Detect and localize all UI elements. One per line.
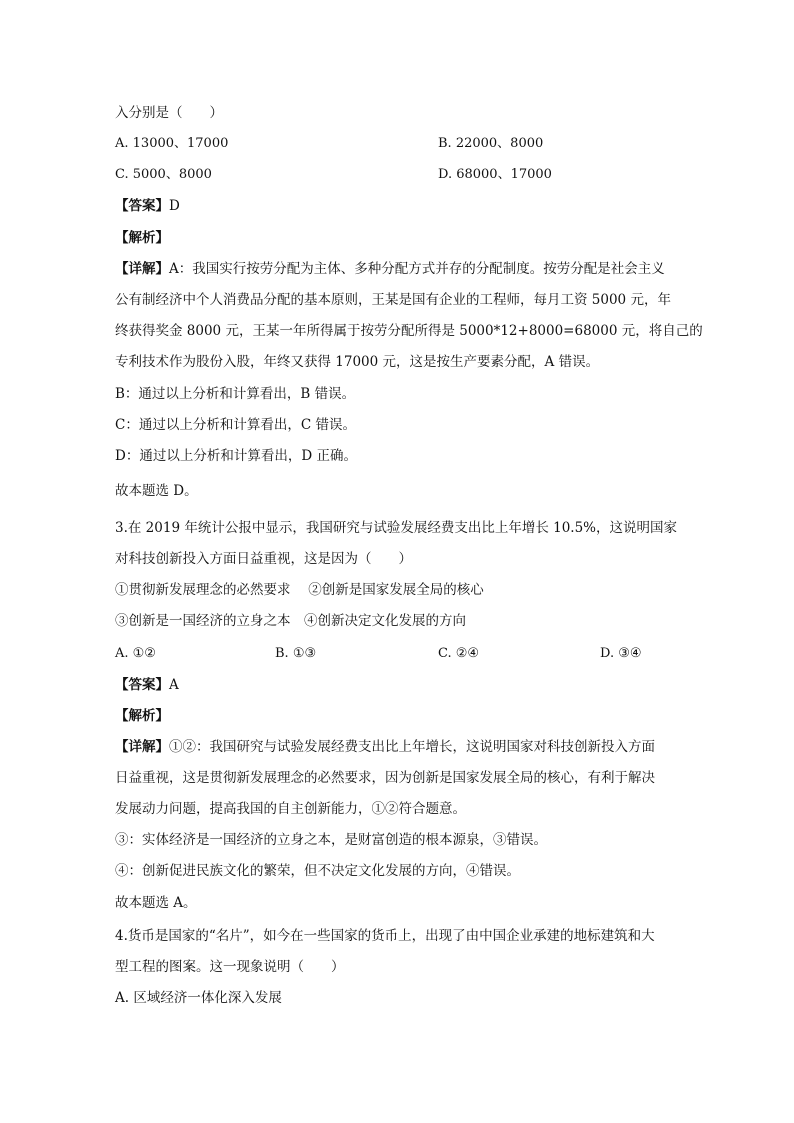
q2-stem-tail: 入分别是（ ） (115, 105, 223, 121)
q3-option-c: C. ②④ (438, 646, 480, 661)
q3-option-b: B. ①③ (275, 646, 317, 661)
q3-analysis-tag: 【解析】 (115, 708, 169, 724)
q2-option-a: A. 13000、17000 (115, 136, 229, 151)
q3-conclusion: 故本题选 A。 (115, 895, 197, 911)
answer-tag: 【答案】 (115, 677, 169, 693)
answer-tag: 【答案】 (115, 198, 169, 214)
q2-option-c: C. 5000、8000 (115, 167, 212, 182)
q2-conclusion: 故本题选 D。 (115, 483, 198, 499)
q3-statement-line-2: ③创新是一国经济的立身之本 ④创新决定文化发展的方向 (115, 613, 466, 629)
q3-line-4: ④：创新促进民族文化的繁荣，但不决定文化发展的方向，④错误。 (115, 863, 520, 879)
q3-detail-line-1 (115, 737, 655, 757)
q3-detail-line-3: 发展动力问题，提高我国的自主创新能力，①②符合题意。 (115, 801, 466, 817)
q2-option-b: B. 22000、8000 (438, 136, 544, 151)
answer-value: D (169, 198, 180, 214)
q2-detail-line-1 (115, 259, 665, 279)
q3-statement-line-1: ①贯彻新发展理念的必然要求 ②创新是国家发展全局的核心 (115, 582, 484, 598)
q3-detail-line-2: 日益重视，这是贯彻新发展理念的必然要求，因为创新是国家发展全局的核心，有利于解决 (115, 770, 655, 786)
q2-detail-line-2: 公有制经济中个人消费品分配的基本原则，王某是国有企业的工程师，每月工资 5000 元，年 (115, 292, 671, 308)
detail-tag: 【详解】 (115, 261, 169, 277)
q3-option-a: A. ①② (115, 646, 156, 661)
q3-stem-line-1: 3.在 2019 年统计公报中显示，我国研究与试验发展经费支出比上年增长 10.5%，这说明国家 (115, 520, 677, 536)
q3-stem-line-2: 对科技创新投入方面日益重视，这是因为（ ） (115, 551, 412, 567)
q4-stem-line-1: 4.货币是国家的“名片”，如今在一些国家的货币上，出现了由中国企业承建的地标建筑和大 (115, 928, 655, 944)
q2-b-line: B：通过以上分析和计算看出，B 错误。 (115, 386, 356, 402)
q4-option-a: A. 区域经济一体化深入发展 (115, 990, 282, 1006)
q2-c-line: C：通过以上分析和计算看出，C 错误。 (115, 417, 356, 433)
q2-answer (115, 196, 180, 216)
q2-option-d: D. 68000、17000 (438, 167, 552, 182)
q4-stem-line-2: 型工程的图案。这一现象说明（ ） (115, 959, 345, 975)
detail-tag: 【详解】 (115, 739, 169, 755)
q2-detail-line-4: 专利技术作为股份入股，年终又获得 17000 元，这是按生产要素分配，A 错误。 (115, 354, 600, 370)
answer-value: A (169, 677, 179, 693)
detail-text: A：我国实行按劳分配为主体、多种分配方式并存的分配制度。按劳分配是社会主义 (169, 261, 665, 277)
q3-answer (115, 675, 179, 695)
detail-text: ①②：我国研究与试验发展经费支出比上年增长，这说明国家对科技创新投入方面 (169, 739, 655, 755)
q2-d-line: D：通过以上分析和计算看出，D 正确。 (115, 448, 357, 464)
q3-option-d: D. ③④ (600, 646, 642, 661)
q2-detail-line-3: 终获得奖金 8000 元，王某一年所得属于按劳分配所得是 5000*12+8000=68000 元，将自己的 (115, 323, 703, 339)
q2-analysis-tag: 【解析】 (115, 230, 169, 246)
q3-line-3: ③：实体经济是一国经济的立身之本，是财富创造的根本源泉，③错误。 (115, 832, 547, 848)
